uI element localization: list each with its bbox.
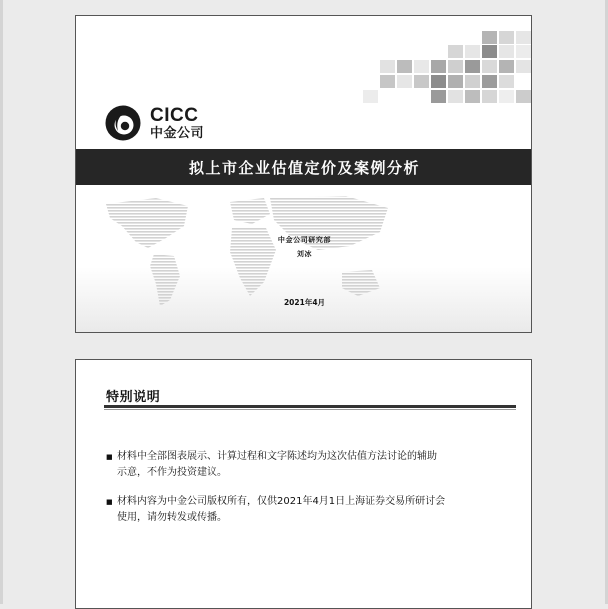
bullet-line: 示意，不作为投资建议。 [117, 467, 227, 478]
presentation-date: 2021年4月 [283, 298, 326, 307]
heading-rule-thick [104, 405, 516, 408]
bullet-line: 使用，请勿转发或传播。 [117, 512, 227, 523]
logo-wordmark-zh: 中金公司 [150, 126, 205, 141]
heading-rule-thin [104, 409, 516, 410]
viewer-scroll-edge-left [0, 0, 3, 604]
bullet-square-icon: ■ [106, 498, 113, 506]
bullet-item [106, 449, 516, 481]
bullet-item [106, 494, 516, 526]
section-heading: 特别说明 [106, 390, 161, 405]
logo-wordmark-en: CICC [150, 105, 199, 126]
bullet-line: 材料中全部图表展示、计算过程和文字陈述均为这次估值方法讨论的辅助 [117, 451, 437, 462]
presentation-title: 拟上市企业估值定价及案例分析 [188, 158, 420, 177]
cicc-logo [104, 104, 204, 142]
department-name: 中金公司研究部 [277, 236, 332, 244]
title-bar [76, 149, 532, 185]
slide-cover [75, 15, 532, 333]
cicc-logo-icon [104, 104, 142, 142]
author-name: 刘冰 [296, 250, 313, 258]
bullet-square-icon: ■ [106, 453, 113, 461]
slide-disclaimer [75, 359, 532, 609]
bullet-line: 材料内容为中金公司版权所有，仅供2021年4月1日上海证券交易所研讨会 [117, 496, 446, 507]
